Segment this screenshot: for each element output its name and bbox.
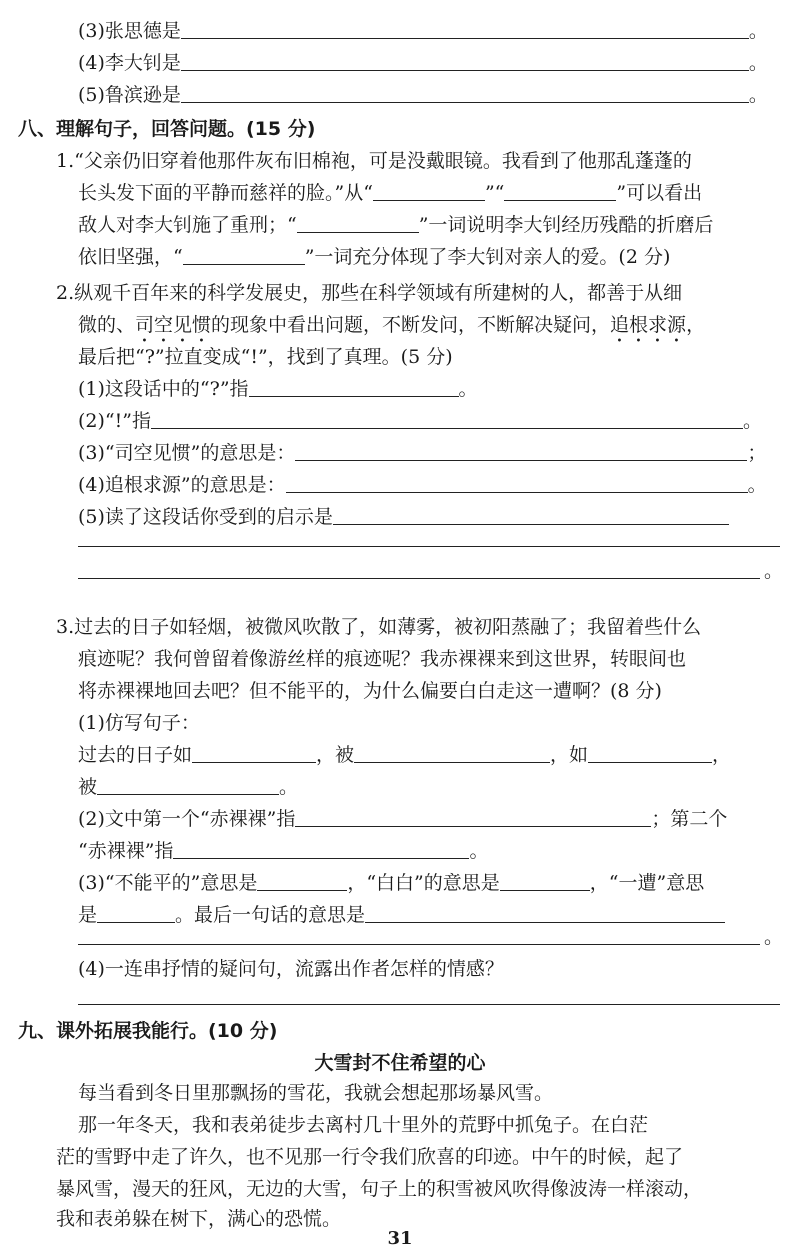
answer-blank[interactable] xyxy=(295,440,747,461)
answer-blank[interactable] xyxy=(297,212,419,233)
answer-blank[interactable] xyxy=(181,82,749,103)
q3-line-2: 痕迹呢？我何曾留着像游丝样的痕迹呢？我赤裸裸来到这世界，转眼间也 xyxy=(78,648,687,670)
period: 。 xyxy=(764,560,784,582)
answer-blank[interactable] xyxy=(181,50,749,71)
sec7-item-3: (3)张思德是 。 xyxy=(78,20,768,42)
q3-sub-2: (2)文中第一个“赤裸裸”指 ；第二个 xyxy=(78,808,728,830)
passage-paragraph-2-line-4: 我和表弟躲在树下，满心的恐慌。 xyxy=(56,1208,342,1230)
q3-line-1: 3.过去的日子如轻烟，被微风吹散了，如薄雾，被初阳蒸融了；我留着些什么 xyxy=(56,616,702,638)
answer-blank[interactable] xyxy=(295,806,651,827)
answer-blank[interactable] xyxy=(373,180,485,201)
q1-line-1: 1.“父亲仍旧穿着他那件灰布旧棉袍，可是没戴眼镜。我看到了他那乱蓬蓬的 xyxy=(56,150,692,172)
answer-line[interactable] xyxy=(78,944,760,945)
sec7-item-5: (5)鲁滨逊是 。 xyxy=(78,84,768,106)
q2-line-2: 微的、司空见惯的现象中看出问题，不断发问，不断解决疑问，追根求源， xyxy=(78,314,706,336)
q3-imitate-line-2: 被 。 xyxy=(78,776,299,798)
q3-sub-2-cont: “赤裸裸”指 。 xyxy=(78,840,489,862)
answer-blank[interactable] xyxy=(181,18,749,39)
q3-line-3: 将赤裸裸地回去吧？但不能平的，为什么偏要白白走这一遭啊？(8 分) xyxy=(78,680,662,702)
q2-line-1: 2.纵观千百年来的科学发展史，那些在科学领域有所建树的人，都善于从细 xyxy=(56,282,683,304)
answer-blank[interactable] xyxy=(354,742,550,763)
q1-line-2: 长头发下面的平静而慈祥的脸。”从“ ”“ ”可以看出 xyxy=(78,182,703,204)
q3-sub-3: (3)“不能平的”意思是 ，“白白”的意思是 ，“一遭”意思 xyxy=(78,872,705,894)
answer-blank[interactable] xyxy=(500,870,590,891)
answer-blank[interactable] xyxy=(97,902,175,923)
q1-line-4: 依旧坚强，“ ”一词充分体现了李大钊对亲人的爱。(2 分) xyxy=(78,246,671,268)
answer-blank[interactable] xyxy=(286,472,748,493)
q2-sub-4: (4)追根求源”的意思是： 。 xyxy=(78,474,767,496)
period: 。 xyxy=(764,926,784,948)
q2-sub-2: (2)“!”指 。 xyxy=(78,410,762,432)
q3-sub-1: (1)仿写句子： xyxy=(78,712,200,734)
answer-blank[interactable] xyxy=(192,742,316,763)
answer-line[interactable] xyxy=(78,578,760,579)
q1-line-3: 敌人对李大钊施了重刑；“ ”一词说明李大钊经历残酷的折磨后 xyxy=(78,214,714,236)
q3-imitate-line-1: 过去的日子如 ，被 ，如 ， xyxy=(78,744,732,766)
section-9-heading: 九、课外拓展我能行。(10 分) xyxy=(18,1020,278,1042)
sec7-item-4: (4)李大钊是 。 xyxy=(78,52,768,74)
answer-blank[interactable] xyxy=(257,870,347,891)
q2-sub-5: (5)读了这段话你受到的启示是 xyxy=(78,504,729,530)
q2-line-3: 最后把“?”拉直变成“!”，找到了真理。(5 分) xyxy=(78,346,453,368)
q2-sub-3: (3)“司空见惯”的意思是： ； xyxy=(78,442,767,464)
answer-blank[interactable] xyxy=(183,244,305,265)
q2-sub-1: (1)这段话中的“?”指 。 xyxy=(78,378,478,400)
answer-blank[interactable] xyxy=(173,838,469,859)
passage-paragraph-1: 每当看到冬日里那飘扬的雪花，我就会想起那场暴风雪。 xyxy=(78,1082,554,1104)
passage-paragraph-2-line-1: 那一年冬天，我和表弟徒步去离村几十里外的荒野中抓兔子。在白茫 xyxy=(78,1114,649,1136)
q3-sub-4: (4)一连串抒情的疑问句，流露出作者怎样的情感？ xyxy=(78,958,504,980)
answer-blank[interactable] xyxy=(333,504,729,525)
answer-line[interactable] xyxy=(78,1004,780,1005)
passage-title: 大雪封不住希望的心 xyxy=(314,1052,486,1074)
answer-blank[interactable] xyxy=(588,742,712,763)
answer-blank[interactable] xyxy=(365,902,725,923)
answer-blank[interactable] xyxy=(249,376,459,397)
answer-blank[interactable] xyxy=(97,774,279,795)
passage-paragraph-2-line-3: 暴风雪，漫天的狂风，无边的大雪，句子上的积雪被风吹得像波涛一样滚动， xyxy=(56,1178,703,1200)
q3-sub-3-cont: 是 。最后一句话的意思是 xyxy=(78,902,725,928)
answer-blank[interactable] xyxy=(151,408,743,429)
answer-blank[interactable] xyxy=(504,180,616,201)
passage-paragraph-2-line-2: 茫的雪野中走了许久，也不见那一行令我们欣喜的印迹。中午的时候，起了 xyxy=(56,1146,684,1168)
section-8-heading: 八、理解句子，回答问题。(15 分) xyxy=(18,118,316,140)
page-number: 31 xyxy=(387,1228,413,1249)
answer-line[interactable] xyxy=(78,546,780,547)
